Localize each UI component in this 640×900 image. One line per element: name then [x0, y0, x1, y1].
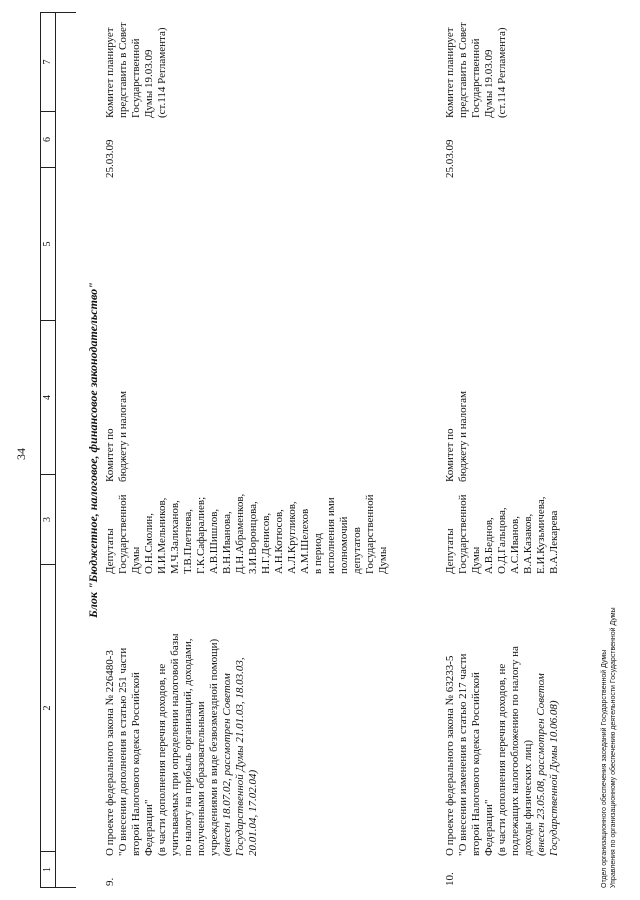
- column-divider: [40, 887, 76, 888]
- remarks: Комитет планирует представить в Совет Государственной Думы 19.03.09 (ст.114 Регламента): [104, 22, 168, 118]
- date: 25.03.09: [104, 139, 116, 178]
- committee: Комитет по бюджету и налогам: [104, 391, 129, 482]
- column-number: 1: [42, 867, 53, 872]
- column-number: 6: [41, 112, 55, 168]
- row-number: 9.: [104, 877, 116, 886]
- committee: Комитет по бюджету и налогам: [444, 391, 469, 482]
- column-number: 2: [41, 565, 55, 852]
- column-number: 5: [41, 168, 55, 321]
- remarks: Комитет планирует представить в Совет Государственной Думы 19.03.09 (ст.114 Регламента): [444, 22, 508, 118]
- column-number-row: [40, 12, 56, 888]
- bill-description: О проекте федерального закона № 63233-5 "О внесении изменения в статью 217 части второй Налогового кодекса Российской Федерации" (в части дополнения перечня доходов, не подлежащих налогообложению по налогу на доходы физических лиц) (внесен 23.05.08, рассмотрен Советом Государственной Думы 10.06.08): [444, 646, 560, 856]
- column-number: 4: [41, 321, 55, 475]
- footer-note: Отдел организационного обеспечения заседаний Государственной Думы Управления по организационному обеспечению деятельности Государственной Думы: [601, 607, 617, 888]
- column-number: 3: [41, 475, 55, 565]
- page-number: 34: [14, 448, 28, 460]
- initiators: Депутаты Государственной Думы А.В.Беднов, О.Д.Гальцова, А.С.Иванов, В.А.Казаков, Е.И.Кузьмичева, В.А.Лекарева: [444, 494, 560, 574]
- block-title: Блок "Бюджетное, налоговое, финансовое законодательство": [86, 282, 100, 618]
- row-number: 10.: [444, 872, 456, 886]
- date: 25.03.09: [444, 139, 456, 178]
- initiators: Депутаты Государственной Думы О.Н.Смолин, И.И.Мельников, М.Ч.Залиханов, Т.В.Плетнева, Г.К.Сафаралиев; А.В.Шишлов, В.Н.Иванова, Д.Н.Абраменков, З.И.Воронцова, Н.Г.Денисов, А.Н.Котюсов, А.Л.Кругликов, А.М.Шелехов в период исполнения ими полномочий депутатов Государственной Думы: [104, 493, 389, 574]
- column-number: 7: [41, 13, 55, 112]
- bill-description: О проекте федерального закона № 226480-3 "О внесении дополнения в статью 251 части второй Налогового кодекса Российской Федерации" (в части дополнения перечня доходов, не учитываемых при определении налоговой базы по налогу на прибыль организаций, доходами, полученными образовательными учреждениями в виде безвозмездной помощи) (внесен 18.07.02, рассмотрен Советом Государственной Думы 21.01.03, 18.03.03, 20.01.04, 17.02.04): [104, 633, 259, 856]
- column-divider: [40, 12, 76, 13]
